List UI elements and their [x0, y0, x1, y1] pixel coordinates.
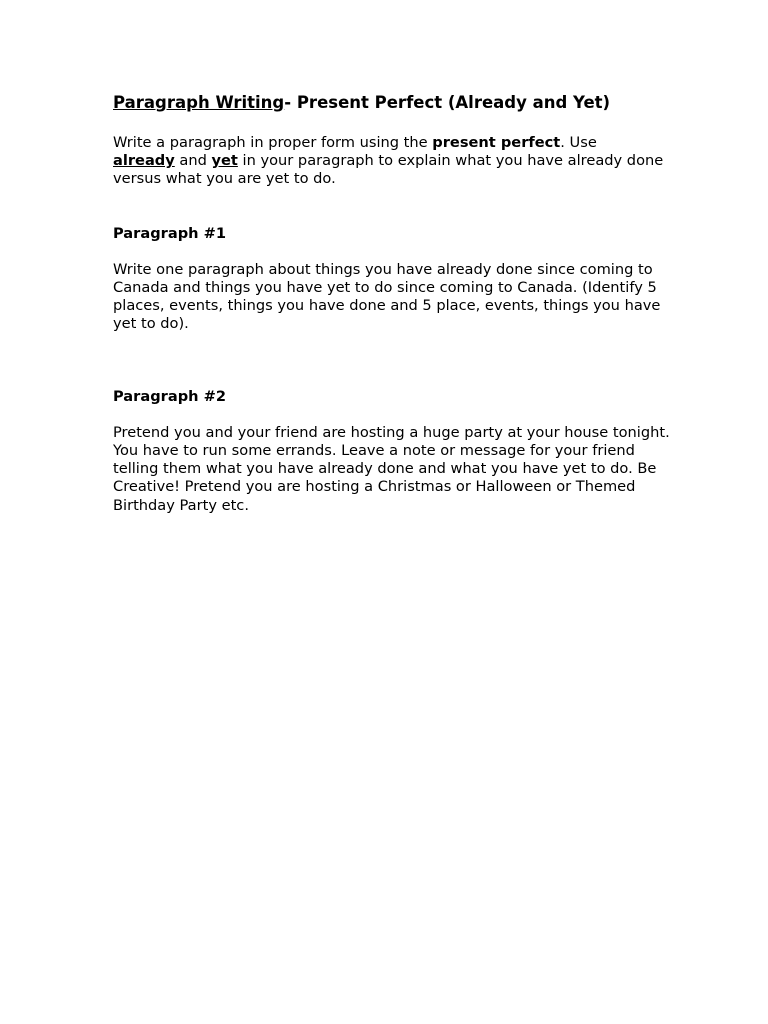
intro-paragraph	[113, 134, 673, 189]
intro-text-3: and	[174, 152, 212, 170]
intro-bold-already: already	[113, 152, 175, 170]
intro-bold-yet: yet	[211, 152, 238, 170]
paragraph-2-text: Pretend you and your friend are hosting a huge party at your house tonight. You have to run some errands. Leave a note or message for your friend telling them what you have already done and what you have yet to do. Be Creative! Pretend you are hosting a Christmas or Halloween or Themed Birthday Party etc.	[113, 423, 670, 514]
title-rest: - Present Perfect (Already and Yet)	[284, 93, 611, 112]
intro-text-4: in your paragraph to explain what you have already done versus what you are yet to do.	[113, 152, 664, 188]
document-title	[113, 92, 673, 114]
paragraph-1-text: Write one paragraph about things you have already done since coming to Canada and things you have yet to do since coming to Canada. (Identify 5 places, events, things you have done and 5 place, events, things you have yet to do).	[113, 260, 661, 333]
intro-text-2: . Use	[560, 134, 597, 151]
intro-bold-present-perfect: present perfect	[432, 134, 561, 151]
document-page	[113, 92, 673, 515]
paragraph-2-heading: Paragraph #2	[113, 387, 226, 405]
paragraph-1-heading: Paragraph #1	[113, 224, 226, 242]
title-underlined: Paragraph Writing	[113, 93, 285, 112]
intro-text-1: Write a paragraph in proper form using the	[113, 134, 433, 151]
